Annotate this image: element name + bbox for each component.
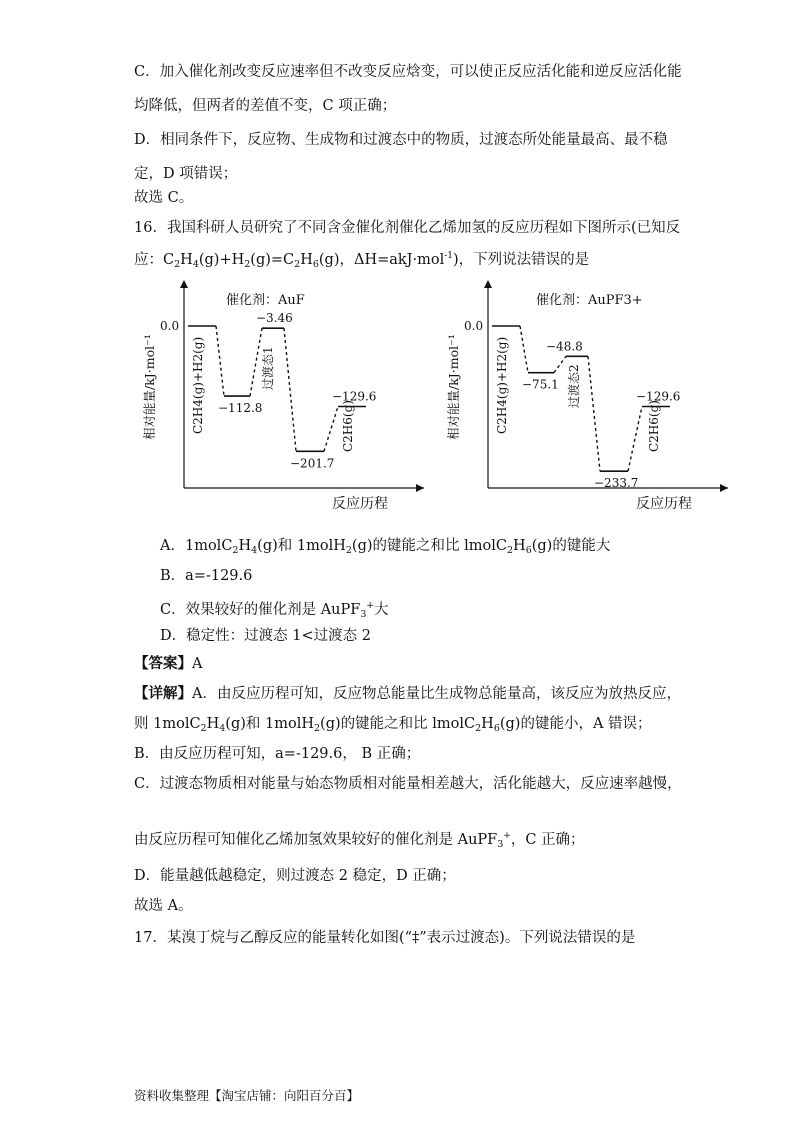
product-label: C2H6(g) [647, 400, 661, 452]
reactant-label: C2H4(g)+H2(g) [495, 336, 509, 434]
text-line: 均降低，但两者的差值不变，C 项正确； [134, 98, 397, 114]
pathway-connector [588, 356, 600, 471]
energy-value-label: −129.6 [636, 389, 681, 404]
detail-a2: 则 $1molC_2H_4(g)$和 1molH$_2$(g)的键能之和比 $lmolC_2H_6(g)$的键能小，A 错误； [134, 716, 652, 734]
energy-diagram-aupf3 [438, 280, 738, 520]
question-16-equation: 应：$C_2H_4(g)+H_2(g)=C_2H_6(g)$，ΔH=akJ·mol$^{-1}$)，下列说法错误的是 [134, 251, 590, 270]
answer: 【答案】A [134, 655, 203, 672]
x-axis-label: 反应历程 [636, 496, 692, 512]
text-line: D．相同条件下，反应物、生成物和过渡态中的物质，过渡态所处能量最高、最不稳 [134, 132, 668, 148]
option-a: A．$1molC_2H_4(g)$和 1molH$_2$(g)的键能之和比 $lmolC_2H_6(g)$的键能大 [160, 538, 611, 556]
transition-state-label: 过渡态1 [261, 346, 275, 390]
option-d: D．稳定性：过渡态 1<过渡态 2 [160, 628, 371, 644]
detail-a1: 【详解】A．由反应历程可知，反应物总能量比生成物总能量高，该反应为放热反应， [134, 685, 681, 702]
detail-c2: 由反应历程可知催化乙烯加氢效果较好的催化剂是 AuPF$_3$+，C 正确； [134, 831, 585, 850]
pathway-connector [520, 326, 528, 373]
y-axis-label: 相对能量/kJ·mol⁻¹ [142, 334, 157, 440]
energy-value-label: 0.0 [160, 319, 180, 333]
question-17: 17．某溴丁烷与乙醇反应的能量转化如图(“‡”表示过渡态)。下列说法错误的是 [134, 930, 636, 946]
reactant-label: C2H4(g)+H2(g) [191, 336, 205, 434]
detail-b: B．由反应历程可知，a=-129.6， B 正确； [134, 746, 421, 762]
energy-value-label: −48.8 [546, 339, 583, 354]
x-axis-label: 反应历程 [332, 496, 388, 512]
energy-value-label: −3.46 [256, 311, 293, 326]
text-line: C．加入催化剂改变反应速率但不改变反应焓变，可以使正反应活化能和逆反应活化能 [134, 64, 682, 80]
energy-value-label: 0.0 [464, 319, 484, 333]
text-line: 定，D 项错误； [134, 166, 238, 182]
detail-d: D．能量越低越稳定，则过渡态 2 稳定，D 正确； [134, 868, 456, 884]
option-c: C．效果较好的催化剂是 AuPF$_3$+大 [160, 601, 389, 620]
detail-end: 故选 A。 [134, 898, 193, 914]
pathway-connector [284, 328, 296, 451]
energy-value-label: −129.6 [332, 389, 377, 404]
pathway-connector [554, 356, 566, 372]
detail-c1: C．过渡态物质相对能量与始态物质相对能量相差越大，活化能越大，反应速率越慢， [134, 776, 682, 792]
transition-state-label: 过渡态2 [567, 364, 581, 408]
energy-value-label: −112.8 [218, 401, 263, 416]
y-axis-label: 相对能量/kJ·mol⁻¹ [446, 334, 461, 440]
energy-diagram-auf [134, 280, 434, 520]
chart-title: 催化剂：AuF [226, 293, 305, 308]
footer: 资料收集整理【淘宝店铺：向阳百分百】 [134, 1088, 360, 1103]
energy-value-label: −201.7 [290, 456, 335, 471]
pathway-connector [628, 406, 642, 471]
pathway-connector [324, 406, 338, 451]
y-axis-arrow [484, 280, 492, 288]
energy-value-label: −233.7 [594, 476, 639, 491]
pathway-connector [216, 326, 224, 396]
x-axis-arrow [416, 484, 424, 492]
energy-value-label: −75.1 [522, 377, 559, 392]
question-16: 16．我国科研人员研究了不同含金催化剂催化乙烯加氢的反应历程如下图所示(已知反 [134, 220, 681, 236]
chart-title: 催化剂：AuPF3+ [536, 293, 643, 308]
product-label: C2H6(g) [341, 400, 355, 452]
option-b: B．a=-129.6 [160, 568, 253, 584]
text-line: 故选 C。 [134, 190, 194, 206]
x-axis-arrow [720, 484, 728, 492]
y-axis-arrow [180, 280, 188, 288]
